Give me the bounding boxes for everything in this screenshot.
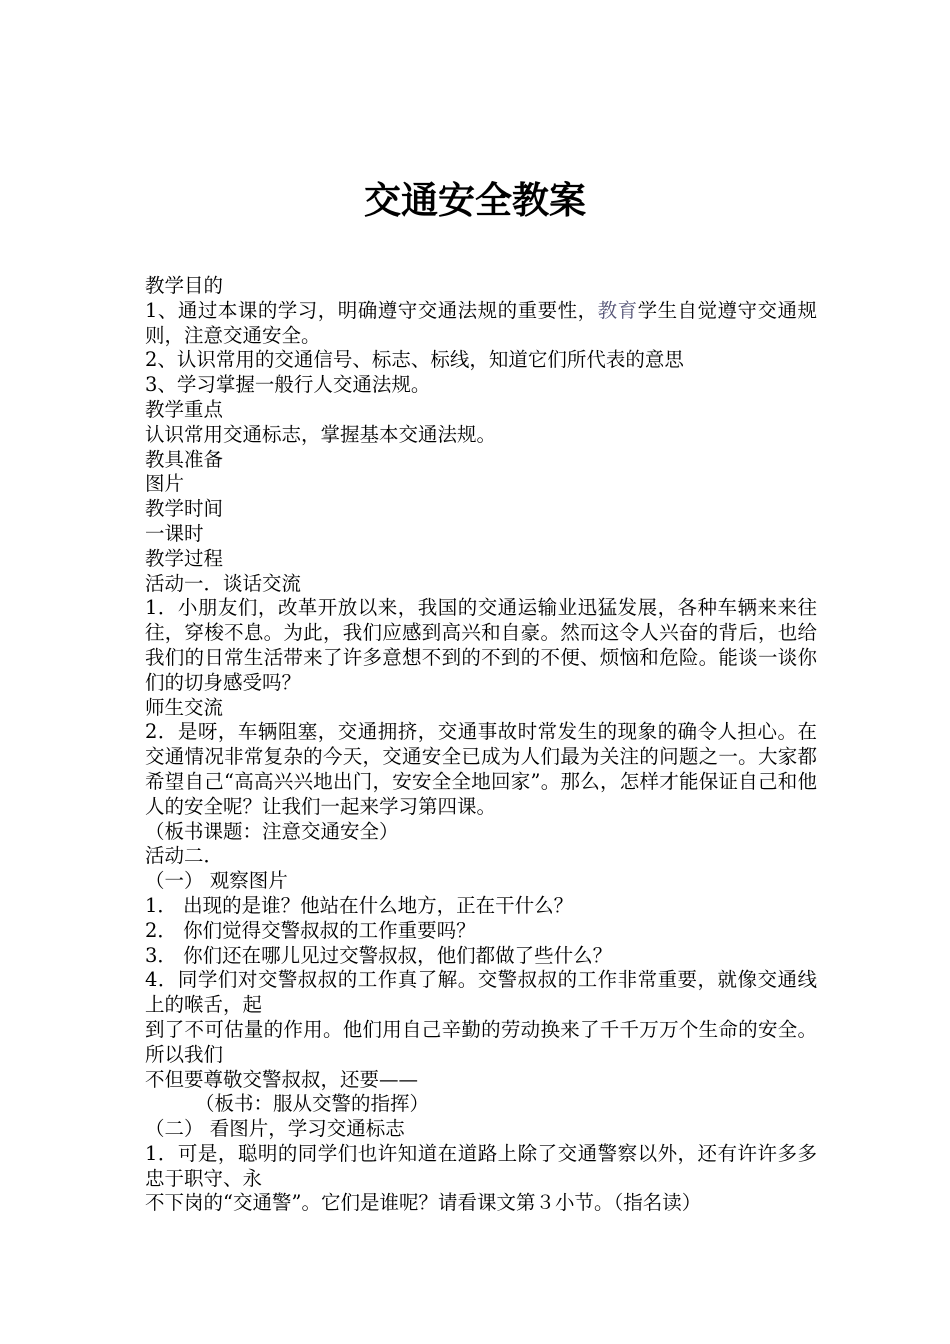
board-note-obey: （板书：服从交警的指挥） — [195, 1092, 430, 1116]
question-1: 1． 出现的是谁？他站在什么地方，正在干什么？ — [145, 893, 574, 917]
objective-1 — [145, 299, 817, 349]
point-4-line-2: 到了不可估量的作用。他们用自己辛勤的劳动换来了千千万万个生命的安全。所以我们 — [145, 1017, 817, 1066]
teacher-student-exchange: 师生交流 — [145, 695, 224, 719]
section-heading-objectives: 教学目的 — [145, 274, 224, 297]
duration-text: 一课时 — [145, 521, 204, 545]
activity-1-heading: 活动一．谈话交流 — [145, 571, 302, 595]
question-3: 3． 你们还在哪儿见过交警叔叔，他们都做了些什么？ — [145, 943, 613, 967]
section-heading-key-points: 教学重点 — [145, 397, 224, 421]
part-2-point-1-line-1: 1．可是，聪明的同学们也许知道在道路上除了交通警察以外，还有许许多多忠于职守、永 — [145, 1141, 817, 1190]
key-points-text: 认识常用交通标志，掌握基本交通法规。 — [145, 422, 497, 446]
question-2: 2． 你们觉得交警叔叔的工作重要吗？ — [145, 918, 476, 942]
activity-2-heading: 活动二． — [145, 844, 224, 868]
activity-1-paragraph-2: 2．是呀，车辆阻塞，交通拥挤，交通事故时常发生的现象的确令人担心。在交通情况非常复杂的今天，交通安全已成为人们最为关注的问题之一。大家都希望自己“高高兴兴地出门，安安全全地回家”。那么，怎样才能保证自己和他人的安全呢？让我们一起来学习第四课。 — [145, 720, 817, 818]
part-2-point-1-line-2: 不下岗的“交通警”。它们是谁呢？请看课文第３小节。（指名读） — [145, 1191, 702, 1215]
objective-3: 3、学习掌握一般行人交通法规。 — [145, 373, 431, 397]
activity-1-paragraph-1: 1．小朋友们，改革开放以来，我国的交通运输业迅猛发展，各种车辆来来往往，穿梭不息。为此，我们应感到高兴和自豪。然而这令人兴奋的背后，也给我们的日常生活带来了许多意想不到的不到的不便、烦恼和危险。能谈一谈你们的切身感受吗？ — [145, 596, 817, 694]
section-heading-duration: 教学时间 — [145, 497, 224, 521]
objective-1-text-b: 学生自觉遵守交通规则，注意交通安全。 — [145, 298, 817, 347]
point-4-line-3: 不但要尊敬交警叔叔，还要—— — [145, 1067, 419, 1091]
objective-1-text-a: 1、通过本课的学习，明确遵守交通法规的重要性， — [145, 298, 598, 322]
point-4-line-1: 4．同学们对交警叔叔的工作真了解。交警叔叔的工作非常重要，就像交通线上的喉舌，起 — [145, 968, 817, 1017]
objective-2: 2、认识常用的交通信号、标志、标线，知道它们所代表的意思 — [145, 348, 684, 372]
section-heading-materials: 教具准备 — [145, 447, 224, 471]
activity-2-part-2-heading: （二） 看图片，学习交通标志 — [145, 1117, 405, 1141]
activity-2-part-1-heading: （一） 观察图片 — [145, 869, 288, 893]
education-link[interactable]: 教育 — [597, 298, 638, 322]
document-title: 交通安全教案 — [364, 178, 586, 222]
materials-text: 图片 — [145, 472, 185, 496]
board-note-topic: （板书课题：注意交通安全） — [145, 819, 399, 843]
document-body — [145, 274, 817, 1216]
section-heading-process: 教学过程 — [145, 546, 224, 570]
